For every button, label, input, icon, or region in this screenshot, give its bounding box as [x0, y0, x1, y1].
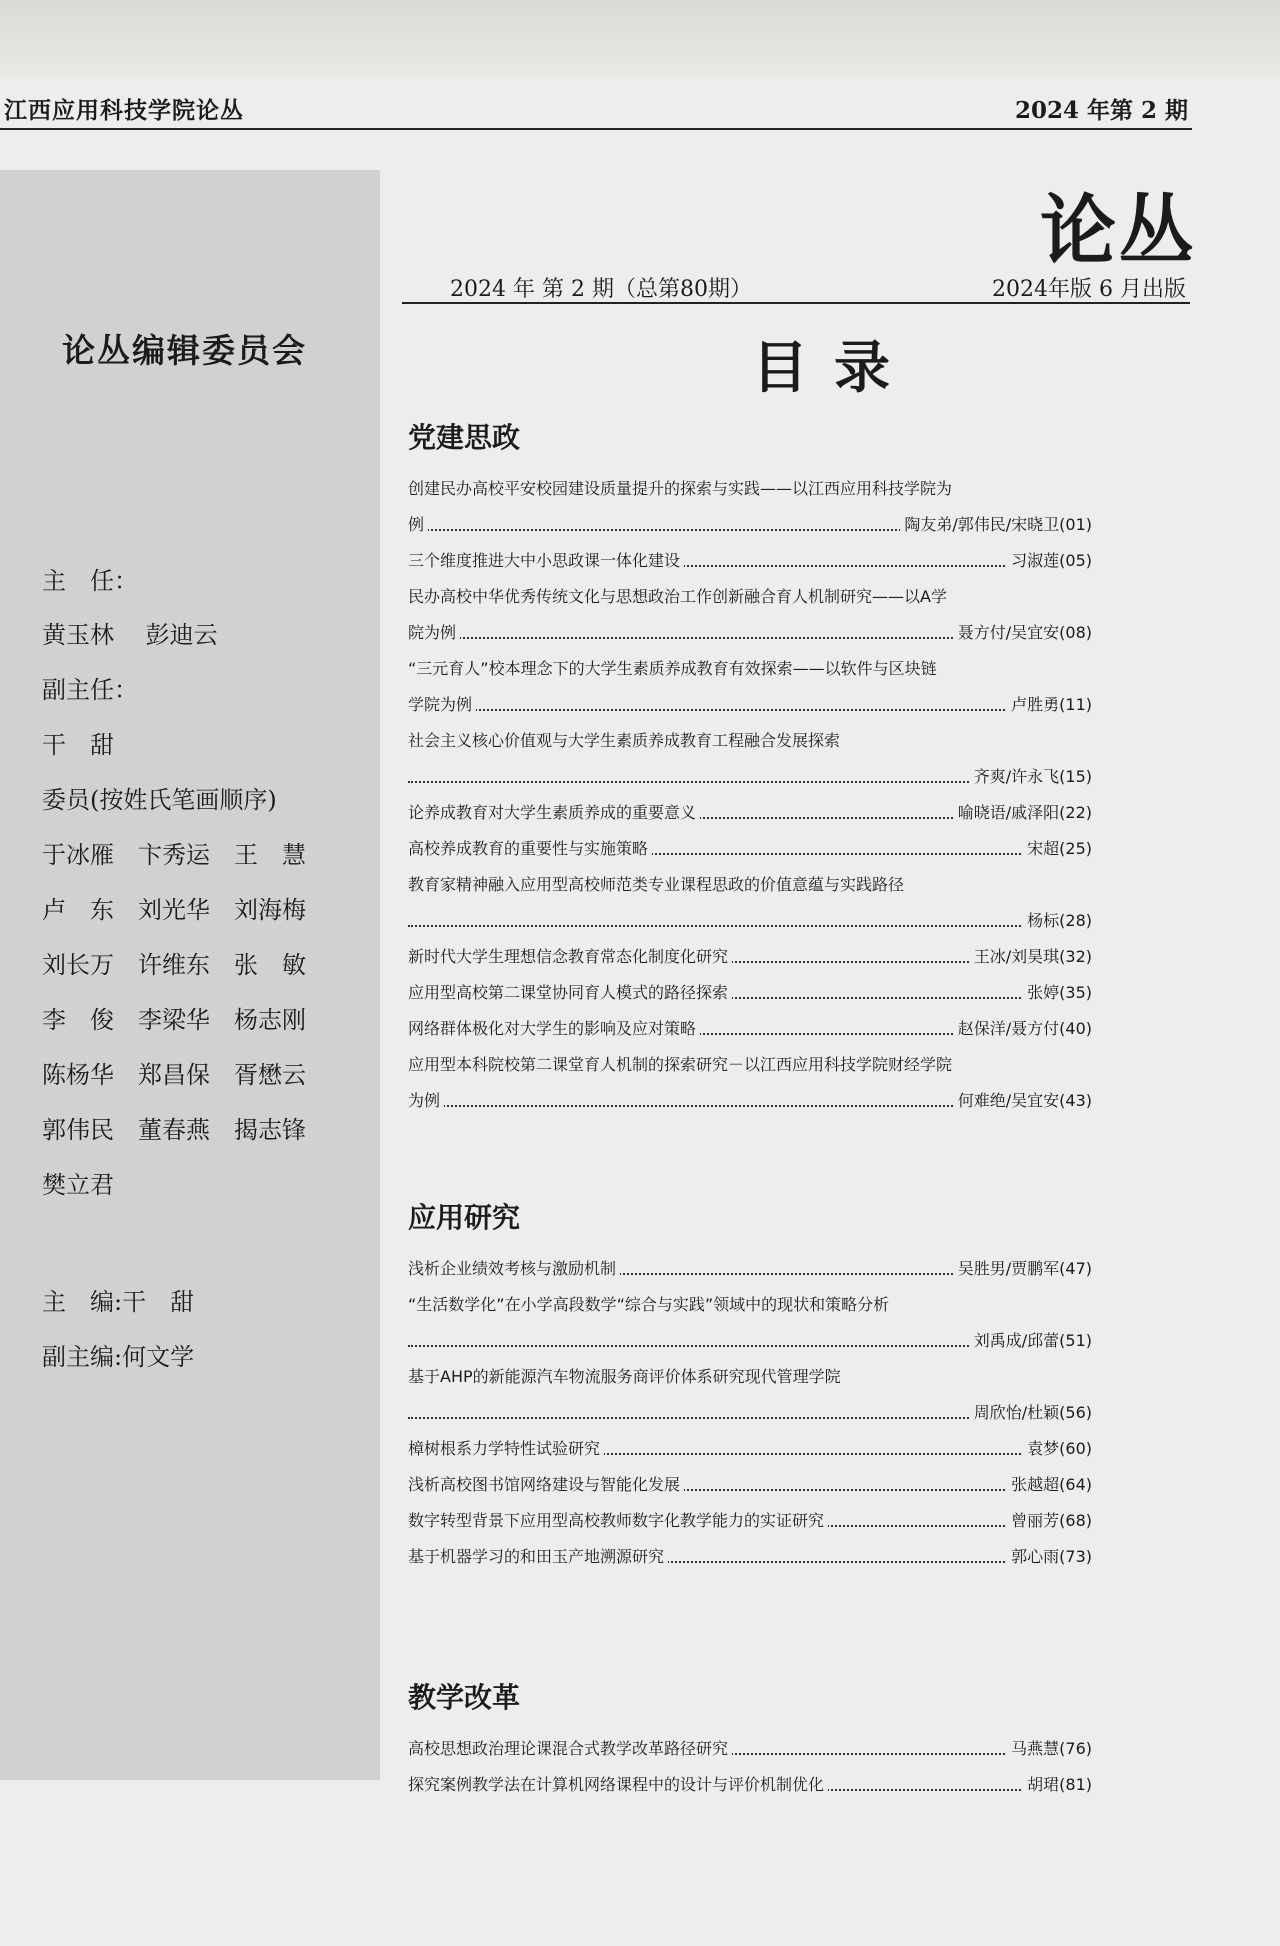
deputy-label: 副主任： — [42, 676, 138, 704]
toc-entry-line — [408, 934, 1092, 970]
member-row: 卢 东 刘光华 刘海梅 — [42, 896, 306, 924]
entry-title: 三个维度推进大中小思政课一体化建设 — [408, 548, 684, 571]
directors: 黄玉林 彭迪云 — [42, 621, 218, 649]
header-issue: 2024 年第 2 期 — [1014, 97, 1188, 124]
member-row: 陈杨华 郑昌保 胥懋云 — [42, 1061, 306, 1089]
toc-entry-line — [408, 1390, 1092, 1426]
member-row: 于冰雁 卞秀运 王 慧 — [42, 841, 306, 869]
toc-entry-line — [408, 1534, 1092, 1570]
entry-author-page: 袁梦(60) — [1023, 1436, 1092, 1459]
entry-title: 基于AHP的新能源汽车物流服务商评价体系研究现代管理学院 — [408, 1364, 845, 1387]
header-journal-title: 江西应用科技学院论丛 — [4, 98, 244, 124]
entry-author-page: 齐爽/许永飞(15) — [970, 764, 1092, 787]
entry-title: 樟树根系力学特性试验研究 — [408, 1436, 604, 1459]
entry-author-page: 周欣怡/杜颖(56) — [970, 1400, 1092, 1423]
publish-date: 2024年版 6 月出版 — [992, 277, 1186, 302]
entry-author-page: 习淑莲(05) — [1007, 548, 1092, 571]
entry-title: 学院为例 — [408, 692, 476, 715]
entry-title: 社会主义核心价值观与大学生素质养成教育工程融合发展探索 — [408, 728, 844, 751]
entry-title: “三元育人”校本理念下的大学生素质养成教育有效探索——以软件与区块链 — [408, 656, 941, 679]
entry-title: “生活数学化”在小学高段数学“综合与实践”领域中的现状和策略分析 — [408, 1292, 893, 1315]
toc-entry-line — [408, 826, 1092, 862]
issue-line — [402, 270, 1190, 304]
entry-author-page: 吴胜男/贾鹏军(47) — [954, 1256, 1092, 1279]
toc-entry-line — [408, 1726, 1092, 1762]
toc-entry-line — [408, 1318, 1092, 1354]
toc-entry-line — [408, 1246, 1092, 1282]
toc-entry-line — [408, 718, 1092, 754]
toc-entry-line — [408, 1462, 1092, 1498]
members-label: 委员(按姓氏笔画顺序) — [42, 786, 277, 814]
entry-title: 论养成教育对大学生素质养成的重要意义 — [408, 800, 700, 823]
toc-entry-line — [408, 682, 1092, 718]
member-row: 刘长万 许维东 张 敏 — [42, 951, 306, 979]
entry-author-page: 宋超(25) — [1023, 836, 1092, 859]
entry-author-page: 郭心雨(73) — [1007, 1544, 1092, 1567]
toc-entry-line — [408, 898, 1092, 934]
toc-entry-line — [408, 1078, 1092, 1114]
journal-name: 论丛 — [1040, 186, 1196, 275]
entry-title: 基于机器学习的和田玉产地溯源研究 — [408, 1544, 668, 1567]
issue-number: 2024 年 第 2 期（总第80期） — [450, 277, 752, 302]
toc-entry-line — [408, 610, 1092, 646]
toc-entry-line — [408, 538, 1092, 574]
section-title: 应用研究 — [408, 1201, 521, 1234]
toc-entry-line — [408, 466, 1092, 502]
chief-editor: 主 编:干 甜 — [42, 1288, 195, 1316]
entry-author-page: 马燕慧(76) — [1007, 1736, 1092, 1759]
entry-title: 例 — [408, 512, 428, 535]
entry-title: 网络群体极化对大学生的影响及应对策略 — [408, 1016, 700, 1039]
entry-title: 新时代大学生理想信念教育常态化制度化研究 — [408, 944, 732, 967]
entry-title: 创建民办高校平安校园建设质量提升的探索与实践——以江西应用科技学院为 — [408, 476, 956, 499]
toc-entry-line — [408, 1426, 1092, 1462]
entry-title: 探究案例教学法在计算机网络课程中的设计与评价机制优化 — [408, 1772, 828, 1795]
entry-author-page: 喻晓语/戚泽阳(22) — [954, 800, 1092, 823]
deputy-editor: 副主编:何文学 — [42, 1343, 195, 1371]
member-row: 郭伟民 董春燕 揭志锋 — [42, 1116, 306, 1144]
entry-title: 高校思想政治理论课混合式教学改革路径研究 — [408, 1736, 732, 1759]
entry-author-page: 聂方付/吴宜安(08) — [954, 620, 1092, 643]
entry-author-page: 何难绝/吴宜安(43) — [954, 1088, 1092, 1111]
dot-leader — [408, 709, 1092, 711]
entry-title: 浅析高校图书馆网络建设与智能化发展 — [408, 1472, 684, 1495]
dot-leader — [408, 925, 1092, 927]
committee-title: 论丛编辑委员会 — [62, 331, 307, 370]
entry-title: 高校养成教育的重要性与实施策略 — [408, 836, 652, 859]
toc-entry-line — [408, 1282, 1092, 1318]
entry-title: 为例 — [408, 1088, 444, 1111]
running-header — [0, 88, 1192, 130]
entry-author-page: 刘禹成/邱蕾(51) — [970, 1328, 1092, 1351]
toc-entry-line — [408, 790, 1092, 826]
entry-title: 民办高校中华优秀传统文化与思想政治工作创新融合育人机制研究——以A学 — [408, 584, 951, 607]
page-top-margin — [0, 0, 1280, 78]
toc-entry-line — [408, 574, 1092, 610]
toc-entry-line — [408, 502, 1092, 538]
toc-entry-line — [408, 1006, 1092, 1042]
deputies: 干 甜 — [42, 731, 114, 759]
entry-author-page: 卢胜勇(11) — [1007, 692, 1092, 715]
table-of-contents — [408, 418, 1092, 1798]
entry-title: 院为例 — [408, 620, 460, 643]
entry-author-page: 张越超(64) — [1007, 1472, 1092, 1495]
toc-entry-line — [408, 1354, 1092, 1390]
member-row: 樊立君 — [42, 1171, 114, 1199]
toc-entry-line — [408, 1762, 1092, 1798]
entry-title: 应用型高校第二课堂协同育人模式的路径探索 — [408, 980, 732, 1003]
toc-entry-line — [408, 862, 1092, 898]
entry-title: 教育家精神融入应用型高校师范类专业课程思政的价值意蕴与实践路径 — [408, 872, 908, 895]
entry-title: 应用型本科院校第二课堂育人机制的探索研究－以江西应用科技学院财经学院 — [408, 1052, 956, 1075]
entry-author-page: 赵保洋/聂方付(40) — [954, 1016, 1092, 1039]
section-title: 教学改革 — [408, 1681, 521, 1714]
member-row: 李 俊 李梁华 杨志刚 — [42, 1006, 306, 1034]
entry-author-page: 陶友弟/郭伟民/宋晓卫(01) — [900, 512, 1092, 535]
toc-entry-line — [408, 754, 1092, 790]
entry-author-page: 胡珺(81) — [1023, 1772, 1092, 1795]
entry-title: 浅析企业绩效考核与激励机制 — [408, 1256, 620, 1279]
toc-entry-line — [408, 1042, 1092, 1078]
director-label: 主 任： — [42, 567, 138, 595]
toc-entry-line — [408, 646, 1092, 682]
toc-title: 目录 — [752, 336, 916, 401]
entry-author-page: 张婷(35) — [1023, 980, 1092, 1003]
section-title: 党建思政 — [408, 421, 521, 454]
entry-author-page: 杨标(28) — [1023, 908, 1092, 931]
toc-entry-line — [408, 1498, 1092, 1534]
entry-author-page: 王冰/刘昊琪(32) — [970, 944, 1092, 967]
toc-entry-line — [408, 970, 1092, 1006]
entry-author-page: 曾丽芳(68) — [1007, 1508, 1092, 1531]
entry-title: 数字转型背景下应用型高校教师数字化教学能力的实证研究 — [408, 1508, 828, 1531]
